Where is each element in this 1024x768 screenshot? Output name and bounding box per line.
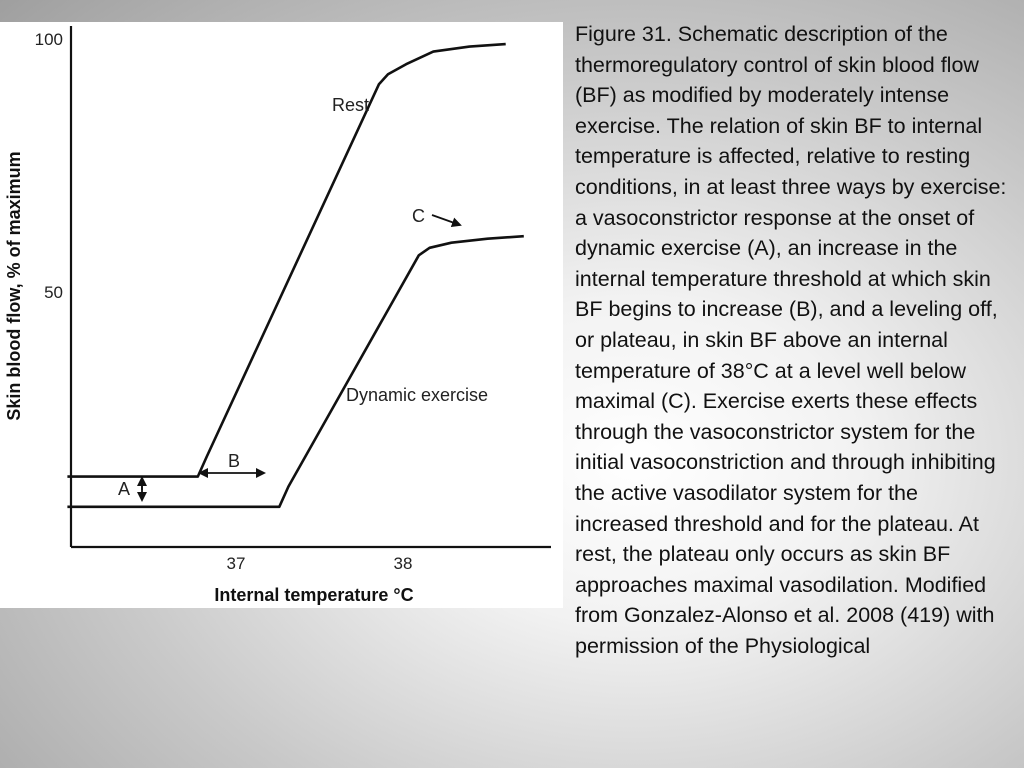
series-line-dynamic-exercise: [67, 236, 523, 507]
x-tick-label-37: 37: [226, 554, 246, 573]
y-tick-label-100: 100: [34, 30, 63, 49]
y-axis-label: Skin blood flow, % of maximum: [4, 151, 24, 421]
series-label-rest: Rest: [332, 95, 370, 115]
chart-figure: [0, 22, 563, 608]
series-line-rest: [67, 44, 505, 477]
annotation-label-c: C: [412, 206, 425, 226]
x-axis-label: Internal temperature °C: [214, 585, 414, 605]
figure-caption: Figure 31. Schematic description of the thermoregulatory control of skin blood flow (BF) as modified by moderately intense exercise. The relation of skin BF to internal temperature is affected, relative to resting conditions, in at least three ways by exercise: a vasoconstrictor response at the onset of dynamic exercise (A), an increase in the internal temperature threshold at which skin BF begins to increase (B), and a leveling off, or plateau, in skin BF above an internal temperature of 38°C at a level well below maximal (C). Exercise exerts these effects through the vasoconstrictor system for the initial vasoconstriction and through inhibiting the active vasodilator system for the increased threshold and for the plateau. At rest, the plateau only occurs as skin BF approaches maximal vasodilation. Modified from Gonzalez-Alonso et al. 2008 (419) with permission of the Physiological: [575, 22, 1007, 658]
y-tick-label-50: 50: [44, 283, 63, 302]
series-label-dynamic-exercise: Dynamic exercise: [346, 385, 489, 405]
annotation-arrow-c: [432, 215, 460, 225]
annotation-label-a: A: [118, 479, 131, 499]
line-chart: [0, 22, 563, 608]
annotation-label-b: B: [228, 451, 241, 471]
x-tick-label-38: 38: [393, 554, 413, 573]
